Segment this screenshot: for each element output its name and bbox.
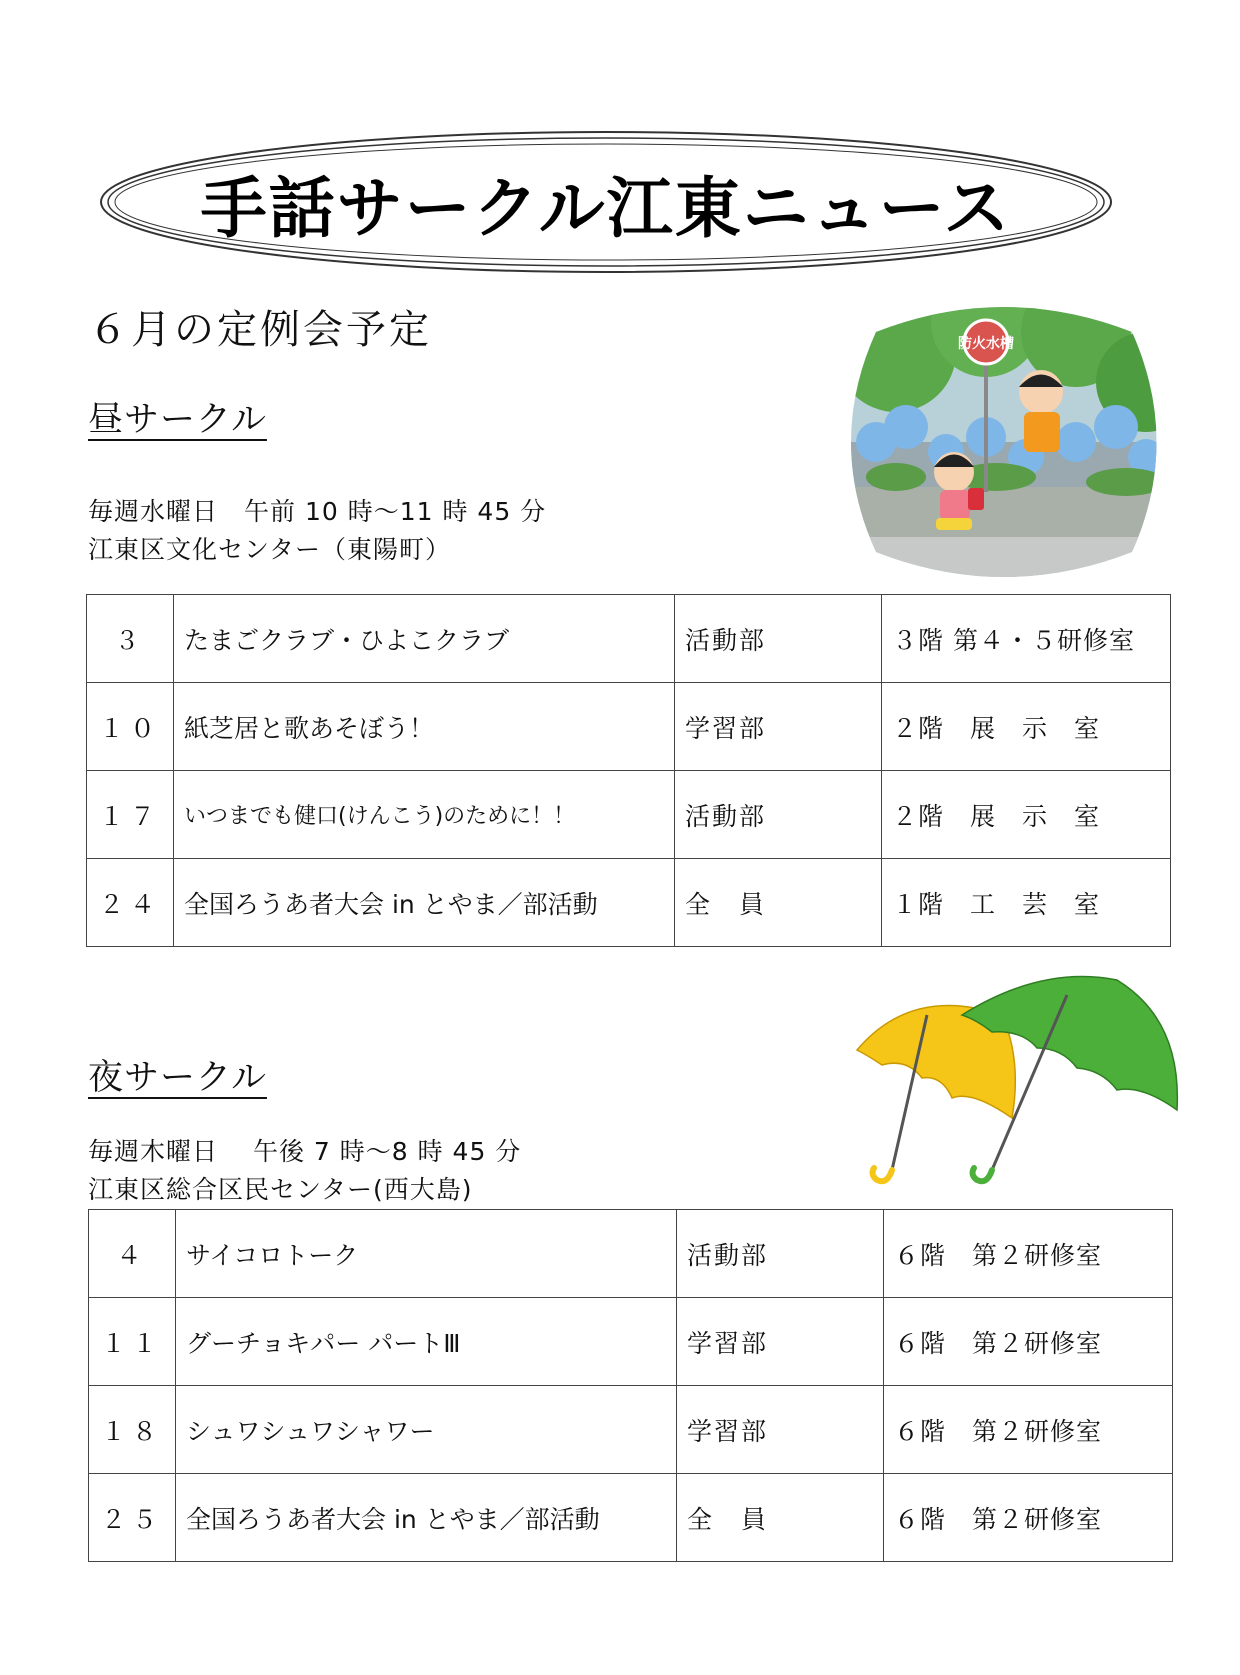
date-cell: ２４ xyxy=(87,859,174,947)
date-cell: １８ xyxy=(89,1386,176,1474)
date-cell: ２５ xyxy=(89,1474,176,1562)
department-cell: 学習部 xyxy=(677,1386,884,1474)
room-cell: ３階 第４・５研修室 xyxy=(882,595,1171,683)
table-row xyxy=(87,683,1171,771)
date-cell: ４ xyxy=(89,1210,176,1298)
department-cell: 全 員 xyxy=(677,1474,884,1562)
room-cell: ２階 展 示 室 xyxy=(882,683,1171,771)
table-row xyxy=(89,1298,1173,1386)
night-circle-schedule: 毎週木曜日 午後 7 時～8 時 45 分 xyxy=(88,1137,522,1166)
night-circle-heading: 夜サークル xyxy=(88,1058,267,1098)
table-row xyxy=(87,595,1171,683)
day-circle-venue: 江東区文化センター（東陽町） xyxy=(88,535,452,564)
date-cell: ３ xyxy=(87,595,174,683)
table-row xyxy=(87,859,1171,947)
day-circle-table xyxy=(86,594,1171,947)
room-cell: ６階 第２研修室 xyxy=(884,1386,1173,1474)
sign-text: 防火水槽 xyxy=(958,336,1014,352)
room-cell: ６階 第２研修室 xyxy=(884,1474,1173,1562)
table-row xyxy=(89,1386,1173,1474)
page-title: 手話サークル江東ニュース xyxy=(200,169,1012,247)
department-cell: 学習部 xyxy=(675,683,882,771)
department-cell: 全 員 xyxy=(675,859,882,947)
department-cell: 活動部 xyxy=(675,771,882,859)
date-cell: １７ xyxy=(87,771,174,859)
rainy-day-illustration xyxy=(836,292,1172,592)
department-cell: 活動部 xyxy=(677,1210,884,1298)
program-title-cell: シュワシュワシャワー xyxy=(176,1386,677,1474)
day-circle-heading: 昼サークル xyxy=(88,400,267,440)
department-cell: 学習部 xyxy=(677,1298,884,1386)
department-cell: 活動部 xyxy=(675,595,882,683)
night-circle-venue: 江東区総合区民センター(西大島) xyxy=(88,1175,473,1204)
table-row xyxy=(87,771,1171,859)
newsletter-title-banner xyxy=(96,122,1116,282)
month-heading: ６月の定例会予定 xyxy=(88,307,432,353)
program-title-cell: 紙芝居と歌あそぼう！ xyxy=(174,683,675,771)
table-row xyxy=(89,1474,1173,1562)
date-cell: １１ xyxy=(89,1298,176,1386)
program-title-cell: たまごクラブ・ひよこクラブ xyxy=(174,595,675,683)
table-row xyxy=(89,1210,1173,1298)
date-cell: １０ xyxy=(87,683,174,771)
program-title-cell: サイコロトーク xyxy=(176,1210,677,1298)
room-cell: ２階 展 示 室 xyxy=(882,771,1171,859)
room-cell: １階 工 芸 室 xyxy=(882,859,1171,947)
day-circle-schedule: 毎週水曜日 午前 10 時～11 時 45 分 xyxy=(88,497,547,526)
program-title-cell: グーチョキパー パートⅢ xyxy=(176,1298,677,1386)
program-title-cell: いつまでも健口(けんこう)のために！！ xyxy=(174,771,675,859)
room-cell: ６階 第２研修室 xyxy=(884,1210,1173,1298)
program-title-cell: 全国ろうあ者大会 in とやま／部活動 xyxy=(176,1474,677,1562)
night-circle-table xyxy=(88,1209,1173,1562)
program-title-cell: 全国ろうあ者大会 in とやま／部活動 xyxy=(174,859,675,947)
umbrellas-illustration xyxy=(852,970,1182,1192)
room-cell: ６階 第２研修室 xyxy=(884,1298,1173,1386)
